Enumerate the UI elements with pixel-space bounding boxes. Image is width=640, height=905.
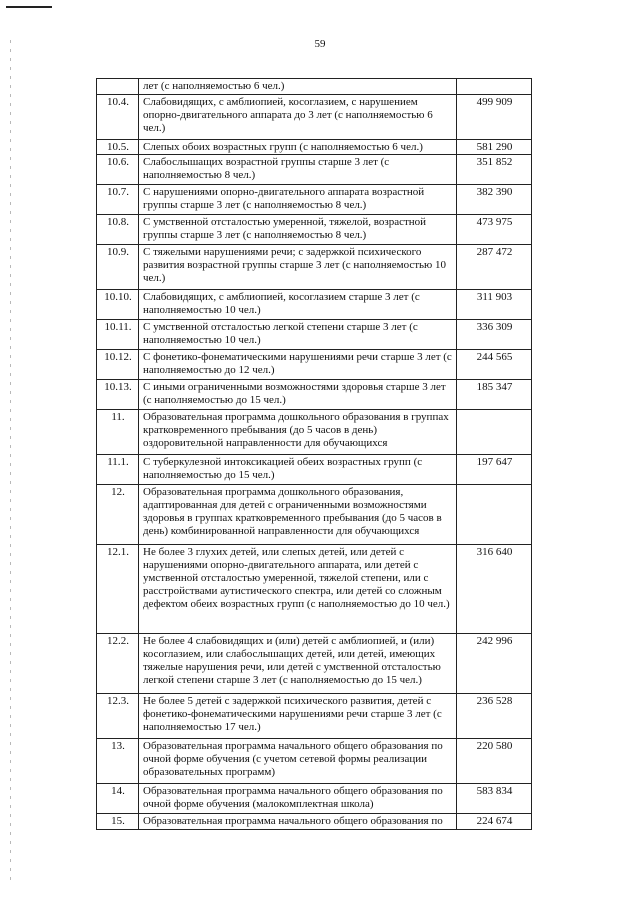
row-number: 10.13. — [97, 380, 139, 410]
row-value: 224 674 — [457, 814, 532, 830]
row-number: 14. — [97, 784, 139, 814]
table-row — [97, 380, 532, 410]
row-value: 499 909 — [457, 95, 532, 140]
page-number: 59 — [314, 38, 326, 50]
row-description: Образовательная программа дошкольного образования в группах кратковременного пребывания (до 5 часов в день) оздоровительной направленности для обучающихся — [139, 410, 457, 455]
row-description: С фонетико-фонематическими нарушениями речи старше 3 лет (с наполняемостью до 12 чел.) — [139, 350, 457, 380]
row-value: 197 647 — [457, 455, 532, 485]
row-description: Не более 3 глухих детей, или слепых детей, или детей с нарушениями опорно-двигательного аппарата, или детей с умственной отсталостью умеренной, тяжелой степени, или с расстройствами аутистического спектра, или детей со сложным дефектом обеих возрастных групп (с наполняемостью до 10 чел.) — [139, 545, 457, 634]
table-row — [97, 320, 532, 350]
row-description: С тяжелыми нарушениями речи; с задержкой психического развития возрастной группы старше 3 лет (с наполняемостью 10 чел.) — [139, 245, 457, 290]
tariff-table — [96, 78, 532, 830]
row-number: 12. — [97, 485, 139, 545]
table-row — [97, 410, 532, 455]
row-description: Слепых обоих возрастных групп (с наполняемостью 6 чел.) — [139, 140, 457, 155]
row-value: 583 834 — [457, 784, 532, 814]
row-description: С иными ограниченными возможностями здоровья старше 3 лет (с наполняемостью до 15 чел.) — [139, 380, 457, 410]
row-description: Образовательная программа начального общего образования по очной форме обучения (малокомплектная школа) — [139, 784, 457, 814]
row-number: 10.4. — [97, 95, 139, 140]
row-value: 473 975 — [457, 215, 532, 245]
row-description: Не более 4 слабовидящих и (или) детей с амблиопией, и (или) косоглазием, или слабослышащих детей, или детей, имеющих тяжелые нарушения речи, или детей с умственной отсталостью легкой степени старше 3 лет (с наполняемостью до 15 чел.) — [139, 634, 457, 694]
row-value: 336 309 — [457, 320, 532, 350]
row-number: 10.6. — [97, 155, 139, 185]
table-row — [97, 485, 532, 545]
row-description: С умственной отсталостью легкой степени старше 3 лет (с наполняемостью 10 чел.) — [139, 320, 457, 350]
row-description: Образовательная программа начального общего образования по — [139, 814, 457, 830]
row-number: 12.2. — [97, 634, 139, 694]
row-value: 236 528 — [457, 694, 532, 739]
row-number: 10.9. — [97, 245, 139, 290]
table-row — [97, 634, 532, 694]
row-value — [457, 485, 532, 545]
row-description: лет (с наполняемостью 6 чел.) — [139, 79, 457, 95]
row-description: Слабослышащих возрастной группы старше 3 лет (с наполняемостью 8 чел.) — [139, 155, 457, 185]
table-row — [97, 95, 532, 140]
row-number: 10.10. — [97, 290, 139, 320]
table-row — [97, 350, 532, 380]
table-row — [97, 185, 532, 215]
row-description: С умственной отсталостью умеренной, тяжелой, возрастной группы старше 3 лет (с наполняемостью 8 чел.) — [139, 215, 457, 245]
row-description: Слабовидящих, с амблиопией, косоглазием старше 3 лет (с наполняемостью 10 чел.) — [139, 290, 457, 320]
row-value: 351 852 — [457, 155, 532, 185]
table-row — [97, 739, 532, 784]
row-description: Образовательная программа начального общего образования по очной форме обучения (с учетом сетевой формы реализации образовательных программ) — [139, 739, 457, 784]
row-description: Слабовидящих, с амблиопией, косоглазием, с нарушением опорно-двигательного аппарата до 3 лет (с наполняемостью 6 чел.) — [139, 95, 457, 140]
row-number: 11.1. — [97, 455, 139, 485]
row-number: 12.1. — [97, 545, 139, 634]
table-row — [97, 215, 532, 245]
row-number: 10.12. — [97, 350, 139, 380]
table-row — [97, 694, 532, 739]
table-row — [97, 79, 532, 95]
binding-margin-line — [10, 40, 11, 880]
top-rule — [6, 6, 52, 8]
row-value: 382 390 — [457, 185, 532, 215]
row-description: Образовательная программа дошкольного образования, адаптированная для детей с ограниченными возможностями здоровья в группах кратковременного пребывания (до 5 часов в день) комбинированной направленности для обучающихся — [139, 485, 457, 545]
row-description: С туберкулезной интоксикацией обеих возрастных групп (с наполняемостью до 15 чел.) — [139, 455, 457, 485]
row-value: 244 565 — [457, 350, 532, 380]
row-description: Не более 5 детей с задержкой психического развития, детей с фонетико-фонематическими нарушениями речи старше 3 лет (с наполняемостью 17 чел.) — [139, 694, 457, 739]
row-value: 185 347 — [457, 380, 532, 410]
table-row — [97, 545, 532, 634]
row-value: 242 996 — [457, 634, 532, 694]
row-number: 10.11. — [97, 320, 139, 350]
row-value: 311 903 — [457, 290, 532, 320]
row-value — [457, 410, 532, 455]
row-value: 220 580 — [457, 739, 532, 784]
table-row — [97, 290, 532, 320]
table-row — [97, 814, 532, 830]
row-value — [457, 79, 532, 95]
row-value: 287 472 — [457, 245, 532, 290]
row-number: 11. — [97, 410, 139, 455]
row-number: 10.7. — [97, 185, 139, 215]
row-number: 13. — [97, 739, 139, 784]
row-value: 581 290 — [457, 140, 532, 155]
row-number — [97, 79, 139, 95]
row-number: 10.8. — [97, 215, 139, 245]
row-description: С нарушениями опорно-двигательного аппарата возрастной группы старше 3 лет (с наполняемостью 8 чел.) — [139, 185, 457, 215]
table-row — [97, 245, 532, 290]
table-row — [97, 784, 532, 814]
row-number: 12.3. — [97, 694, 139, 739]
table-row — [97, 140, 532, 155]
table-row — [97, 455, 532, 485]
row-value: 316 640 — [457, 545, 532, 634]
row-number: 15. — [97, 814, 139, 830]
row-number: 10.5. — [97, 140, 139, 155]
table-row — [97, 155, 532, 185]
